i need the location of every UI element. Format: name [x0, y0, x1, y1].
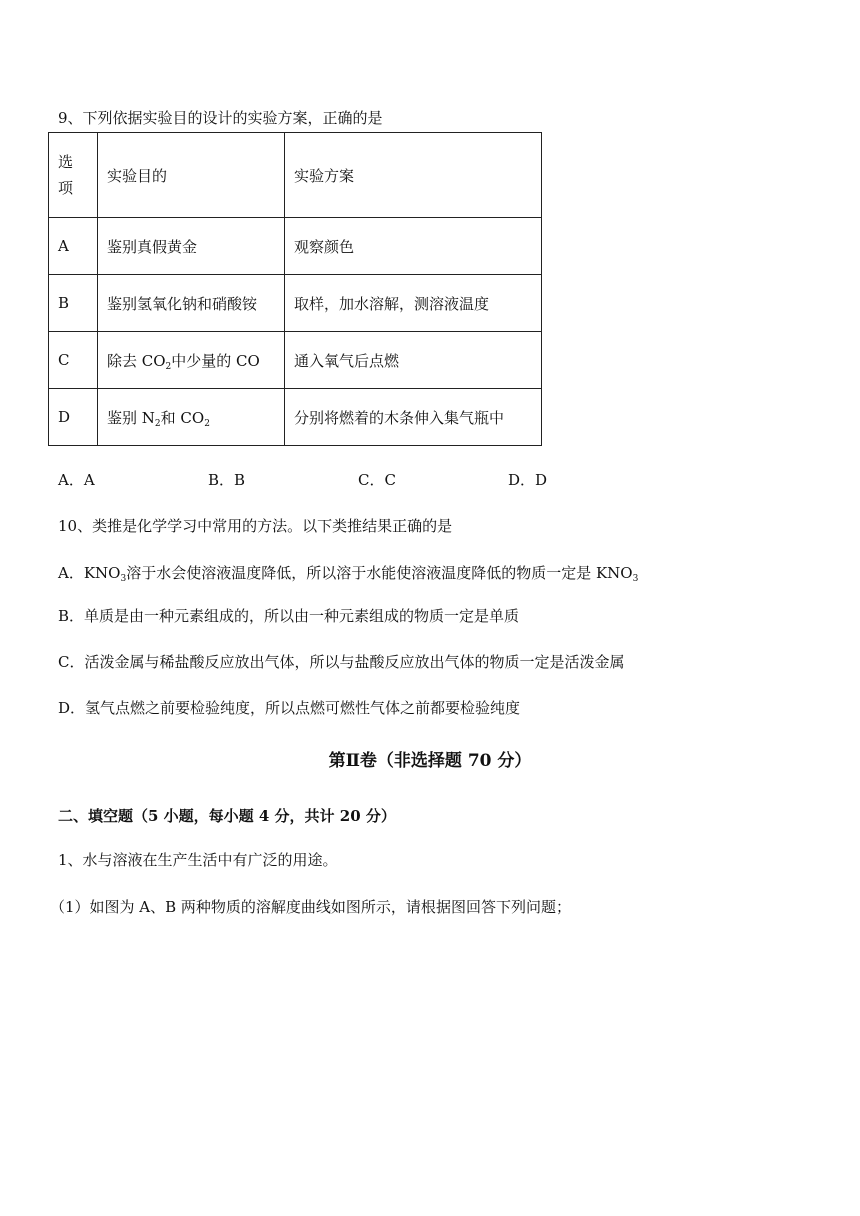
row-plan: 取样，加水溶解，测溶液温度 [285, 275, 542, 332]
row-option: D [49, 389, 98, 446]
row-option: B [49, 275, 98, 332]
table-row [49, 389, 542, 446]
table-row [49, 218, 542, 275]
table-header-row [49, 133, 542, 218]
header-goal: 实验目的 [98, 133, 285, 218]
table-row [49, 332, 542, 389]
row-goal: 鉴别 $N_2$和 $CO_2$ [98, 389, 285, 446]
row-plan: 通入氧气后点燃 [285, 332, 542, 389]
row-option: C [49, 332, 98, 389]
row-plan: 分别将燃着的木条伸入集气瓶中 [285, 389, 542, 446]
table-row [49, 275, 542, 332]
q9-choice-b: B．B [208, 471, 246, 489]
experiment-table [48, 132, 542, 446]
row-goal: 鉴别真假黄金 [98, 218, 285, 275]
fill-in-question-1-sub-1: （1）如图为 A、B 两种物质的溶解度曲线如图所示，请根据图回答下列问题； [50, 898, 571, 916]
part-2-title: 第Ⅱ卷（非选择题 70 分） [328, 751, 532, 771]
fill-in-question-1-stem: 1、水与溶液在生产生活中有广泛的用途。 [58, 851, 338, 869]
q10-option-b: B．单质是由一种元素组成的，所以由一种元素组成的物质一定是单质 [58, 607, 520, 625]
question-9-stem: 9、下列依据实验目的设计的实验方案，正确的是 [58, 109, 383, 127]
header-plan: 实验方案 [285, 133, 542, 218]
q9-choice-a: A．A [58, 471, 95, 489]
question-10-stem: 10、类推是化学学习中常用的方法。以下类推结果正确的是 [58, 517, 453, 535]
q9-choice-d: D．D [508, 471, 548, 489]
fill-in-section-heading: 二、填空题（5 小题，每小题 4 分，共计 20 分） [58, 807, 396, 825]
q10-option-d: D．氢气点燃之前要检验纯度，所以点燃可燃性气体之前都要检验纯度 [58, 699, 521, 717]
q10-option-a: A．$KNO_3$溶于水会使溶液温度降低，所以溶于水能使溶液温度降低的物质一定是 $KNO_3$ [58, 564, 639, 584]
row-option: A [49, 218, 98, 275]
row-goal: 鉴别氢氧化钠和硝酸铵 [98, 275, 285, 332]
q9-choice-c: C．C [358, 471, 396, 489]
header-option: 选 项 [49, 133, 98, 218]
q10-option-c: C．活泼金属与稀盐酸反应放出气体，所以与盐酸反应放出气体的物质一定是活泼金属 [58, 653, 625, 671]
row-goal: 除去 $CO_2$中少量的 CO [98, 332, 285, 389]
row-plan: 观察颜色 [285, 218, 542, 275]
